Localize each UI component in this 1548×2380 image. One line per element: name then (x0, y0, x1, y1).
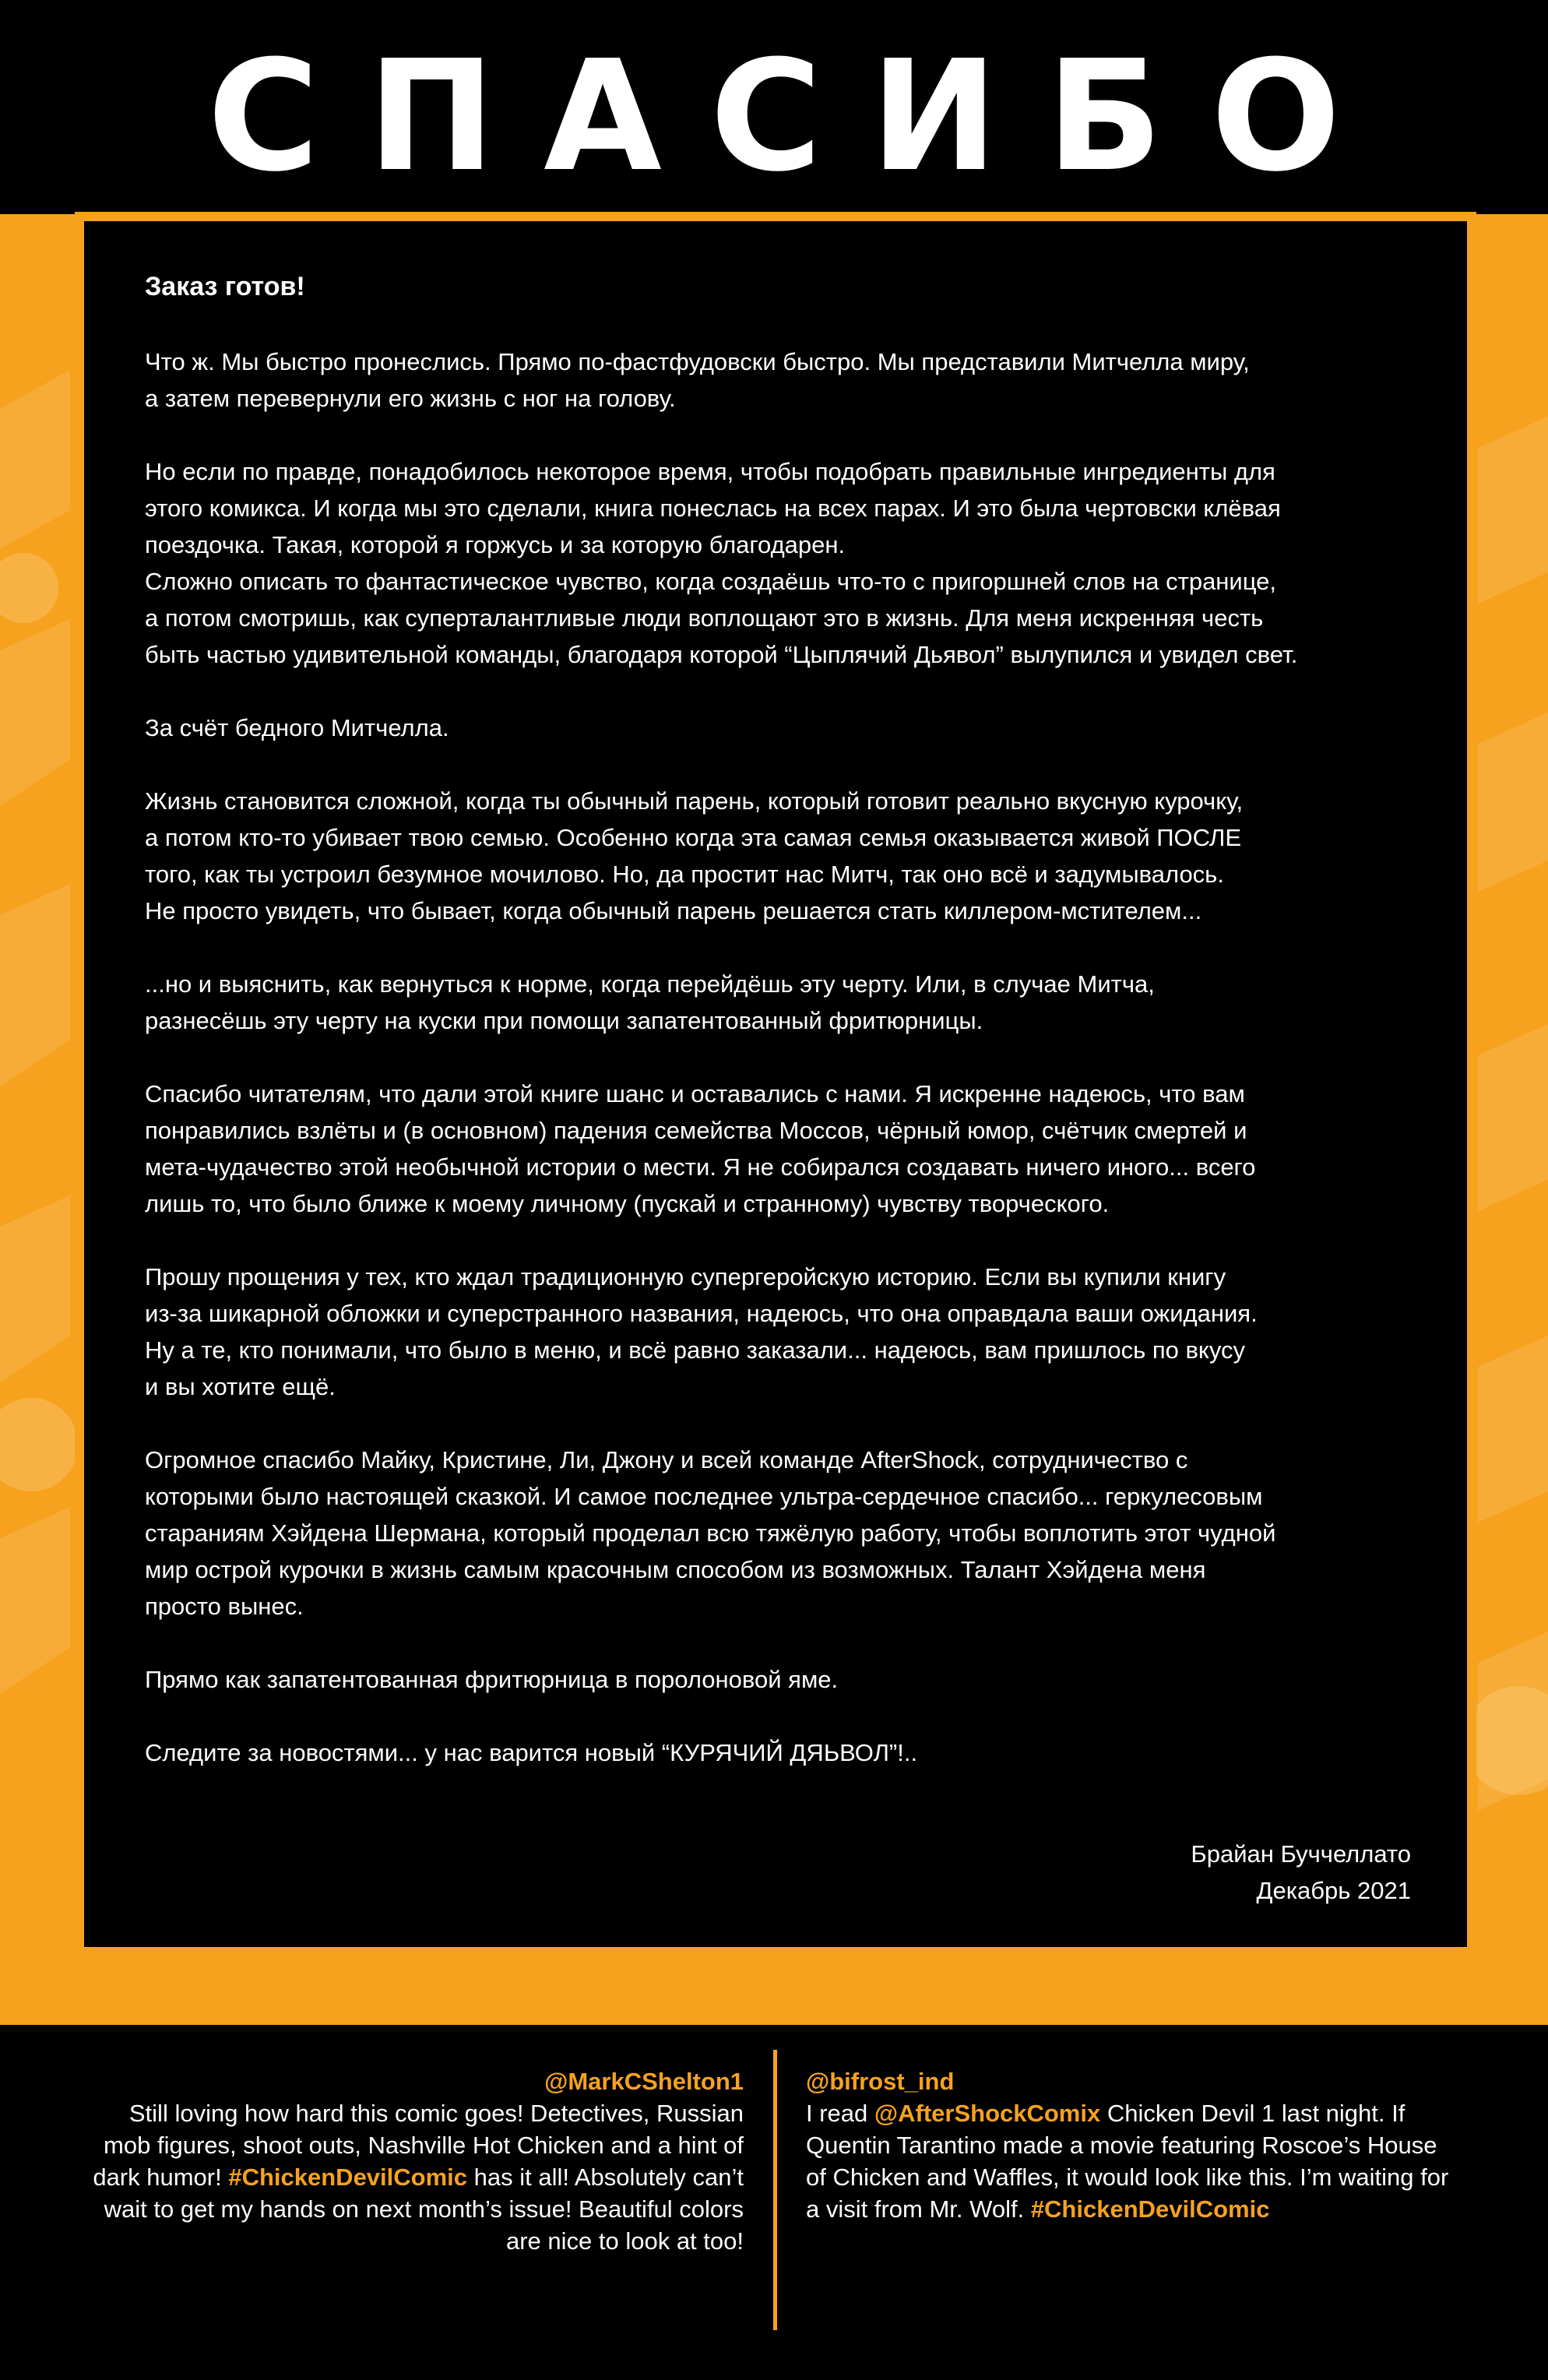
letter-paragraph: Прямо как запатентованная фритюрница в поролоновой яме. (145, 1666, 839, 1693)
tweet-handle[interactable]: @MarkCShelton1 (544, 2068, 744, 2095)
tweet-left (90, 2065, 744, 2257)
tweet-text: I read (806, 2100, 874, 2127)
letter-paragraph: Что ж. Мы быстро пронеслись. Прямо по-фастфудовски быстро. Мы представили Митчелла миру, а затем перевернули его жизнь с ног на голову. (145, 348, 1250, 412)
tweet-text: has it all! Absolutely can’t wait to get my hands on next month’s issue! Beautiful colors are nice to look at too! (104, 2163, 744, 2255)
letter-paragraph: Прошу прощения у тех, кто ждал традиционную супергеройскую историю. Если вы купили книгу из-за шикарной обложки и суперстранного названия, надеюсь, что она оправдала ваши ожидания. Ну а те, кто понимали, что было в меню, и всё равно заказали... надеюсь, вам пришлось по вкусу и вы хотите ещё. (145, 1263, 1258, 1400)
letter-paragraph: Но если по правде, понадобилось некоторое время, чтобы подобрать правильные ингредиенты для этого комикса. И когда мы это сделали, книга понеслась на всех парах. И это была чертовски клёвая поездочка. Такая, которой я горжусь и за которую благодарен. (145, 458, 1281, 558)
tweet-text: Still loving how hard this comic goes! Detectives, Russian mob figures, shoot outs, Nashville Hot Chicken and a hint of dark humor! (93, 2100, 744, 2191)
letter-paragraph: Спасибо читателям, что дали этой книге шанс и оставались с нами. Я искренне надеюсь, что вам понравились взлёты и (в основном) падения семейства Моссов, чёрный юмор, счётчик смертей и мета-чудачество этой необычной истории о мести. Я не собирался создавать ничего иного... всего лишь то, что было ближе к моему личному (пускай и странному) чувству творческого. (145, 1080, 1256, 1217)
letter-paragraph: Жизнь становится сложной, когда ты обычный парень, который готовит реально вкусную курочку, а потом кто-то убивает твою семью. Особенно когда эта самая семья оказывается живой ПОСЛЕ того, как ты устроил безумное мочилово. Но, да простит нас Митч, так оно всё и задумывалось. Не просто увидеть, что бывает, когда обычный парень решается стать киллером-мстителем... (145, 787, 1244, 924)
signature-block (1191, 1836, 1411, 1909)
tweet-right (806, 2065, 1460, 2225)
page-title: СПАСИБО (207, 28, 1389, 206)
signature-date: Декабрь 2021 (1256, 1877, 1411, 1904)
letter-paragraph: Огромное спасибо Майку, Кристине, Ли, Джону и всей команде AfterShock, сотрудничество с которыми было настоящей сказкой. И самое последнее ультра-сердечное спасибо... геркулесовым стараниям Хэйдена Шермана, который проделал всю тяжёлую работу, чтобы воплотить этот чудной мир острой курочки в жизнь самым красочным способом из возможных. Талант Хэйдена меня просто вынес. (145, 1446, 1276, 1620)
tweets-divider (773, 2050, 777, 2330)
tweet-text: Chicken Devil 1 last night. If Quentin Tarantino made a movie featuring Roscoe’s House of Chicken and Waffles, it would look like this. I’m waiting for a visit from Mr. Wolf. (806, 2100, 1449, 2223)
tweet-hashtag[interactable]: #ChickenDevilComic (228, 2163, 468, 2191)
letter-paragraph: ...но и выяснить, как вернуться к норме, когда перейдёшь эту черту. Или, в случае Митча, разнесёшь эту черту на куски при помощи запатентованный фритюрницы. (145, 970, 1155, 1034)
tweet-mention[interactable]: @AfterShockComix (874, 2100, 1101, 2127)
tweet-handle[interactable]: @bifrost_ind (806, 2068, 955, 2095)
letter-paragraph: Следите за новостями... у нас варится новый “КУРЯЧИЙ ДЯЬВОЛ”!.. (145, 1739, 918, 1766)
letter-body (145, 269, 1422, 1808)
letter-paragraph: Сложно описать то фантастическое чувство, когда создаёшь что-то с пригоршней слов на странице, а потом смотришь, как суперталантливые люди воплощают это в жизнь. Для меня искренняя честь быть частью удивительной команды, благодаря которой “Цыплячий Дьявол” вылупился и увидел свет. (145, 568, 1298, 668)
letter-heading: Заказ готов! (145, 272, 305, 301)
letter-paragraph: За счёт бедного Митчелла. (145, 714, 449, 741)
signature-name: Брайан Буччеллато (1191, 1840, 1411, 1868)
tweet-hashtag[interactable]: #ChickenDevilComic (1030, 2195, 1270, 2223)
